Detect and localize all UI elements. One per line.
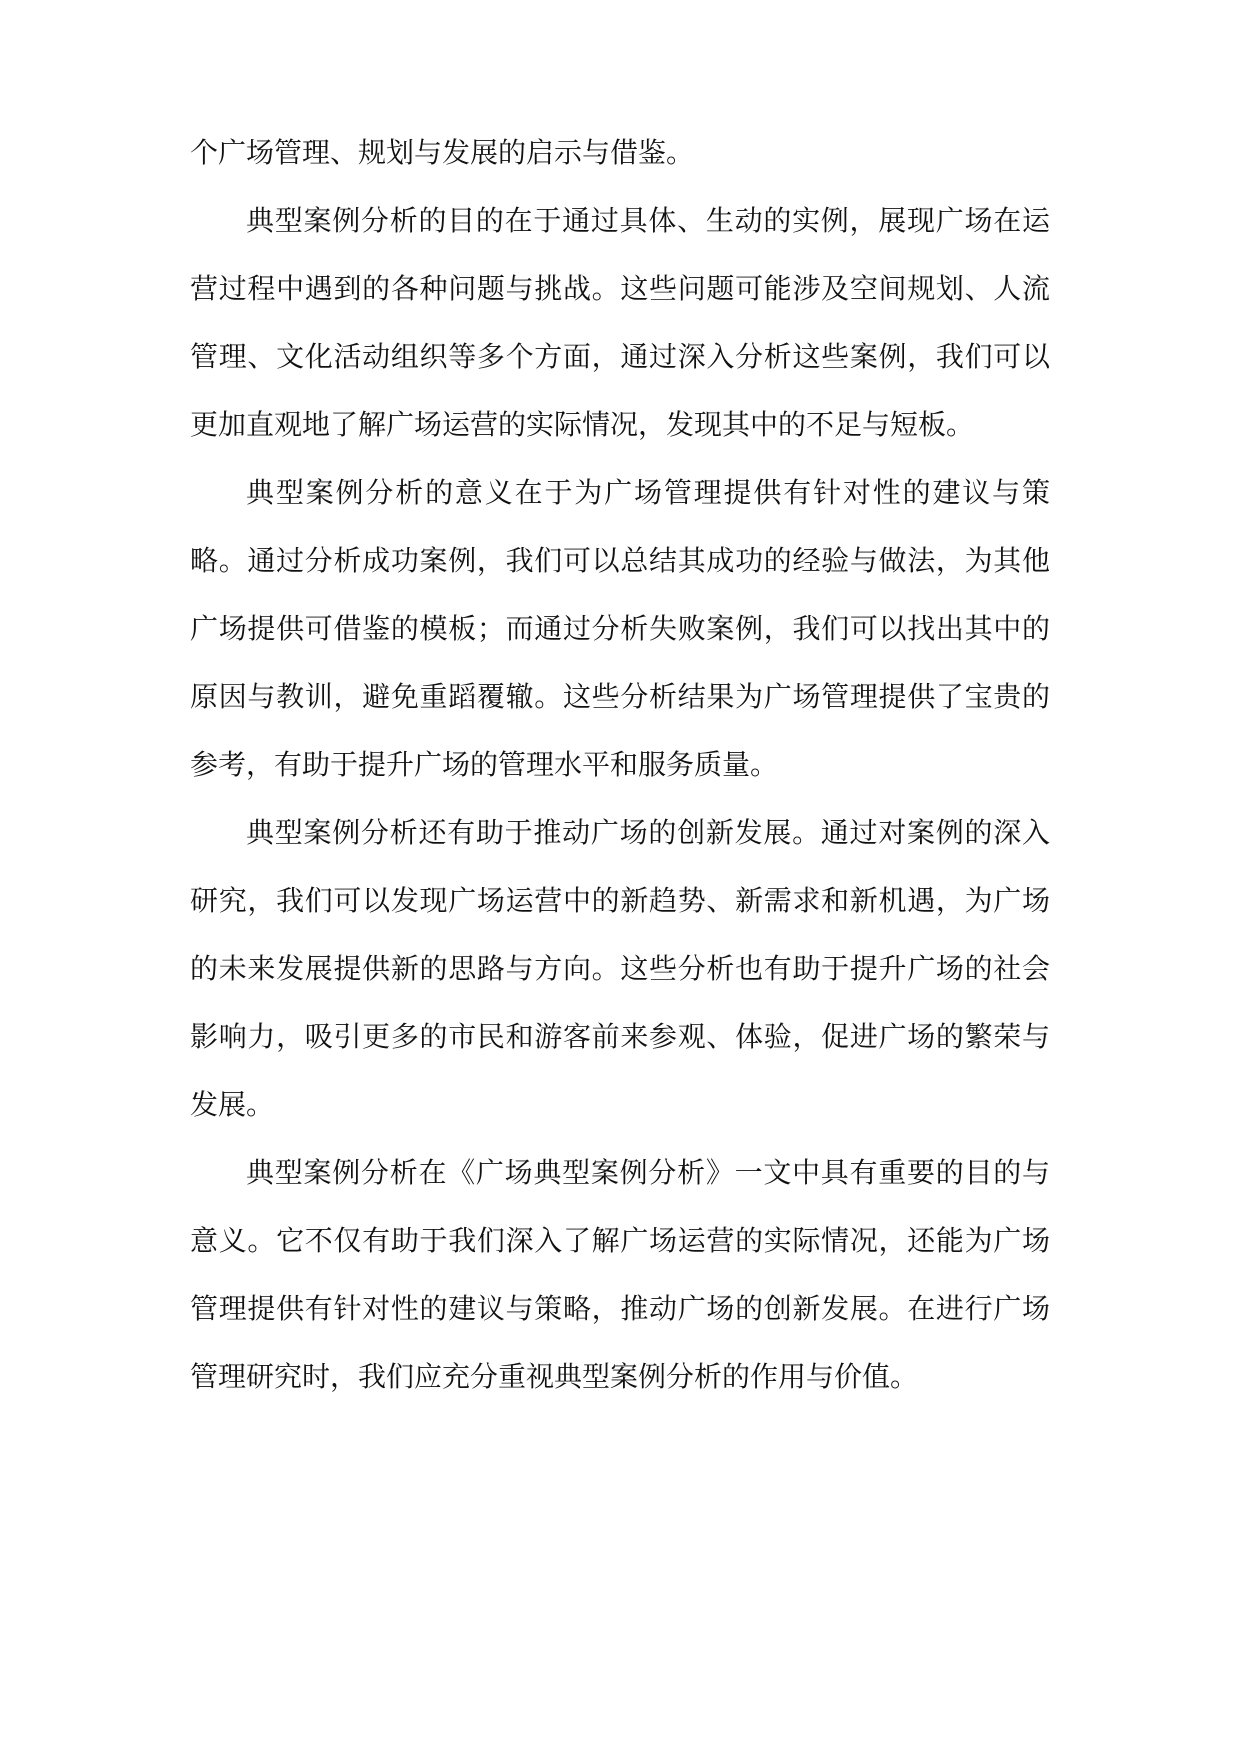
paragraph-first-line: 典型案例分析的目的在于通过具体、生动的实例，展现广场在运	[246, 204, 1050, 237]
paragraph-first-line: 典型案例分析在《广场典型案例分析》一文中具有重要的目的与	[246, 1156, 1050, 1189]
text-line: 发展。	[190, 1088, 275, 1121]
paragraph-first-line: 典型案例分析还有助于推动广场的创新发展。通过对案例的深入	[246, 816, 1050, 849]
text-line: 营过程中遇到的各种问题与挑战。这些问题可能涉及空间规划、人流	[190, 272, 1050, 305]
paragraph-first-line: 典型案例分析的意义在于为广场管理提供有针对性的建议与策	[246, 476, 1050, 509]
text-line: 广场提供可借鉴的模板；而通过分析失败案例，我们可以找出其中的	[190, 612, 1050, 645]
text-line: 的未来发展提供新的思路与方向。这些分析也有助于提升广场的社会	[190, 952, 1050, 985]
text-line: 原因与教训，避免重蹈覆辙。这些分析结果为广场管理提供了宝贵的	[190, 680, 1050, 713]
text-line: 参考，有助于提升广场的管理水平和服务质量。	[190, 748, 779, 781]
text-line: 略。通过分析成功案例，我们可以总结其成功的经验与做法，为其他	[190, 544, 1050, 577]
text-line: 更加直观地了解广场运营的实际情况，发现其中的不足与短板。	[190, 408, 975, 441]
text-line: 个广场管理、规划与发展的启示与借鉴。	[190, 136, 695, 169]
text-line: 影响力，吸引更多的市民和游客前来参观、体验，促进广场的繁荣与	[190, 1020, 1050, 1053]
text-line: 意义。它不仅有助于我们深入了解广场运营的实际情况，还能为广场	[190, 1224, 1050, 1257]
text-line: 管理提供有针对性的建议与策略，推动广场的创新发展。在进行广场	[190, 1292, 1050, 1325]
text-line: 管理研究时，我们应充分重视典型案例分析的作用与价值。	[190, 1360, 919, 1393]
text-line: 管理、文化活动组织等多个方面，通过深入分析这些案例，我们可以	[190, 340, 1050, 373]
text-line: 研究，我们可以发现广场运营中的新趋势、新需求和新机遇，为广场	[190, 884, 1050, 917]
